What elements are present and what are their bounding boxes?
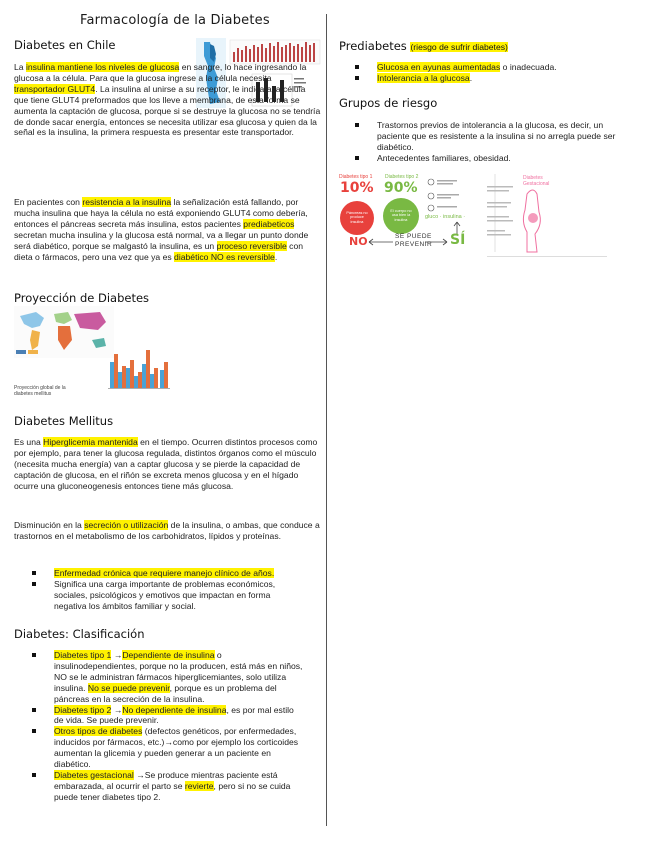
chile-p1-highlight: insulina mantiene los niveles de glucosa: [25, 62, 180, 72]
type2-desc: El cuerpo no usa bien la insulina: [390, 209, 412, 222]
page-title: Farmacología de la Diabetes: [80, 13, 270, 28]
clasificacion-bullet-text: →: [111, 650, 123, 660]
chile-p1-text: en sangre, lo hace ingresando la glucosa a la célula. Para que la glucosa ingrese a la célula necesita: [14, 62, 307, 83]
bullet-icon: [32, 708, 36, 712]
mellitus-bullet-list: [54, 568, 304, 612]
mellitus-paragraph-1: [14, 437, 322, 492]
clasificacion-bullet-item: [54, 770, 304, 803]
clasificacion-bullet-highlight: Dependiente de insulina: [122, 650, 215, 660]
clasificacion-bullet-text: →Se produce mientras paciente está embarazada, al ocurrir el parto se: [54, 769, 278, 791]
type1-percent: 10%: [340, 180, 374, 196]
type2-percent: 90%: [384, 180, 418, 196]
clasificacion-bullet-text: , pero si no se cuida puede tener diabetes tipo 2.: [54, 780, 291, 802]
clasificacion-bullet-highlight: Diabetes tipo 2: [54, 704, 112, 715]
bullet-icon: [32, 773, 36, 777]
clasificacion-bullet-highlight: Diabetes gestacional: [54, 769, 134, 780]
mellitus-p2-text: Disminución en la: [14, 520, 85, 530]
clasificacion-bullet-text: (defectos genéticos, por enfermedades, inducidos por fármacos, etc.)→como por ejemplo los corticoides aumentan la glicemia y pueden generar a un paciente en diabético.: [54, 726, 299, 770]
mellitus-p2-highlight: secreción o utilización: [84, 520, 169, 530]
prediabetes-bullet-item: [377, 62, 632, 73]
bullet-icon: [355, 76, 359, 80]
riesgo-bullet-item: [377, 120, 632, 153]
clasificacion-bullet-item: [54, 726, 304, 770]
se-puede-label: SE PUEDE: [395, 233, 432, 240]
bullet-icon: [32, 582, 36, 586]
mellitus-bullet-text: Significa una carga importante de problemas económicos, sociales, psicológicos y emotivos que impactan en forma negativa los ámbitos familiar y social.: [54, 578, 276, 611]
prediabetes-note: (riesgo de sufrir diabetes): [410, 42, 508, 52]
mellitus-bullet-highlight: Enfermedad crónica que requiere manejo clínico de años.: [54, 568, 275, 578]
gestational-label: Diabetes Gestacional: [523, 175, 550, 187]
chile-paragraph-2: [14, 197, 322, 262]
prediabetes-bullet-text: o inadecuada.: [500, 62, 557, 72]
bullet-icon: [32, 653, 36, 657]
no-label: NO: [349, 235, 368, 248]
chile-p2-text: la señalización está fallando, por mucha insulina que haya la célula no está exponiendo GLUT4 como debería, entonces el páncreas secreta más insulina, estos pacientes: [14, 197, 308, 229]
proyeccion-caption: Proyección global de la diabetes mellitus: [14, 385, 66, 397]
prediabetes-bullet-highlight: Intolerancia a la glucosa: [377, 72, 470, 83]
diabetes-types-infographic: [337, 172, 633, 262]
chile-p2-highlight: prediabeticos: [243, 218, 295, 229]
clasificacion-bullet-highlight: revierte: [184, 780, 214, 791]
bullet-icon: [355, 156, 359, 160]
chile-p1-highlight: transportador GLUT4: [14, 83, 96, 94]
prediabetes-bullet-text: .: [469, 72, 473, 83]
heading-diabetes-chile: Diabetes en Chile: [14, 38, 116, 52]
bullet-icon: [32, 571, 36, 575]
prediabetes-bullet-highlight: Glucosa en ayunas aumentadas: [377, 62, 501, 72]
type1-desc: Páncreas no produce insulina: [346, 211, 368, 224]
chile-p2-text: con dieta o fármacos, pero una vez que ya es: [14, 240, 304, 262]
clasificacion-bullet-highlight: Diabetes tipo 1: [54, 650, 112, 660]
chile-p2-highlight: diabético NO es reversible: [174, 251, 275, 262]
bullet-icon: [355, 123, 359, 127]
mellitus-p2-text: de la insulina, o ambas, que conduce a trastornos en el metabolismo de los carbohidratos, lípidos y proteínas.: [14, 520, 320, 541]
chile-p2-wrap: [14, 197, 308, 262]
chile-p2-highlight: proceso reversible: [216, 240, 287, 251]
clasificacion-bullet-item: [54, 705, 304, 727]
mellitus-p1-wrap: [14, 437, 317, 491]
type1-label: Diabetes tipo 1: [339, 174, 373, 180]
proyeccion-figure: [14, 306, 174, 398]
prediabetes-bullet-item: [377, 73, 632, 84]
heading-grupos-riesgo: Grupos de riesgo: [339, 96, 438, 110]
mellitus-p1-text: en el tiempo. Ocurren distintos procesos como por ejemplo, para tener la glucosa regulada, distintos órganos como el músculo (necesita mucha energía) van a captar glucosa y se pierde la capacidad de captación de glucosa, en el riñón se excreta menos glucosa y en el hígado ocurre una gluconeogenesis entonces tiene más glucosa.: [14, 437, 318, 491]
prediabetes-title: Prediabetes: [339, 39, 407, 53]
mellitus-p1-text: Es una: [14, 437, 44, 447]
clasificacion-bullet-highlight: Otros tipos de diabetes: [54, 726, 143, 737]
chile-p2-text: secretan mucha insulina y la glucosa está normal, va a llegar un punto donde será diabético, porque se malgastó la insulina, es un: [14, 229, 309, 251]
chile-p2-highlight: resistencia a la insulina: [82, 197, 172, 207]
clasificacion-bullet-highlight: No dependiente de insulina: [122, 704, 227, 715]
heading-clasificacion: Diabetes: Clasificación: [14, 627, 145, 641]
clasificacion-bullet-highlight: No se puede prevenir: [87, 682, 170, 693]
chile-p2-text: En pacientes con: [14, 197, 83, 207]
chile-p1-text: . La insulina al unirse a su receptor, le indica a la célula que tiene GLUT4 preformados que los lleve a membrana, de esta forma se aumenta la captación de glucosa, porque si se destruye la glucosa no se tendría de donde sacar energía, entonces se necesita utilizar esa glucosa y quien da la señal es la insulina, la primera respuesta es presentar este transportador.: [14, 83, 321, 138]
clasificacion-bullet-list: [54, 650, 304, 803]
clasificacion-bullet-item: [54, 650, 304, 705]
mellitus-bullet-item: [54, 568, 304, 579]
bullet-icon: [32, 729, 36, 733]
svg-text:gluco · insulina ·: gluco · insulina ·: [425, 214, 466, 220]
clasificacion-bullet-text: , es por mal estilo de vida. Se puede prevenir.: [54, 704, 294, 726]
column-divider: [326, 14, 327, 826]
si-label: SÍ: [450, 232, 466, 248]
mellitus-p1-highlight: Hiperglicemia mantenida: [43, 437, 138, 447]
clasificacion-bullet-text: o insulinodependientes, porque no la producen, está más en niños, NO se le administran fármacos hiperglicemiantes, solo utiliza insulina.: [54, 650, 303, 693]
riesgo-bullet-list: [377, 120, 632, 164]
riesgo-bullet-text: Trastornos previos de intolerancia a la glucosa, es decir, un paciente que es resistente a la insulina si no arregla puede ser diabético.: [377, 120, 616, 152]
chile-paragraph-1: [14, 62, 322, 138]
riesgo-bullet-text: Antecedentes familiares, obesidad.: [377, 152, 511, 163]
mellitus-bullet-item: [54, 579, 304, 612]
infographic-graphics: [337, 172, 633, 262]
heading-proyeccion: Proyección de Diabetes: [14, 291, 150, 305]
chile-p2-text: .: [274, 251, 278, 262]
clasificacion-bullet-text: , porque es un problema del páncreas en la secreción de la insulina.: [54, 682, 277, 704]
prevenir-label: PREVENIR: [395, 241, 433, 248]
mellitus-p2-wrap: [14, 520, 320, 541]
chile-p1-text: La: [14, 62, 26, 72]
heading-diabetes-mellitus: Diabetes Mellitus: [14, 414, 114, 428]
riesgo-bullet-item: [377, 153, 632, 164]
type2-label: Diabetes tipo 2: [385, 174, 419, 180]
chile-p1-wrap: [14, 62, 320, 137]
heading-prediabetes: [339, 39, 508, 53]
mellitus-paragraph-2: [14, 520, 322, 542]
prediabetes-bullet-list: [377, 62, 632, 84]
bullet-icon: [355, 65, 359, 69]
clasificacion-bullet-text: →: [111, 704, 123, 715]
